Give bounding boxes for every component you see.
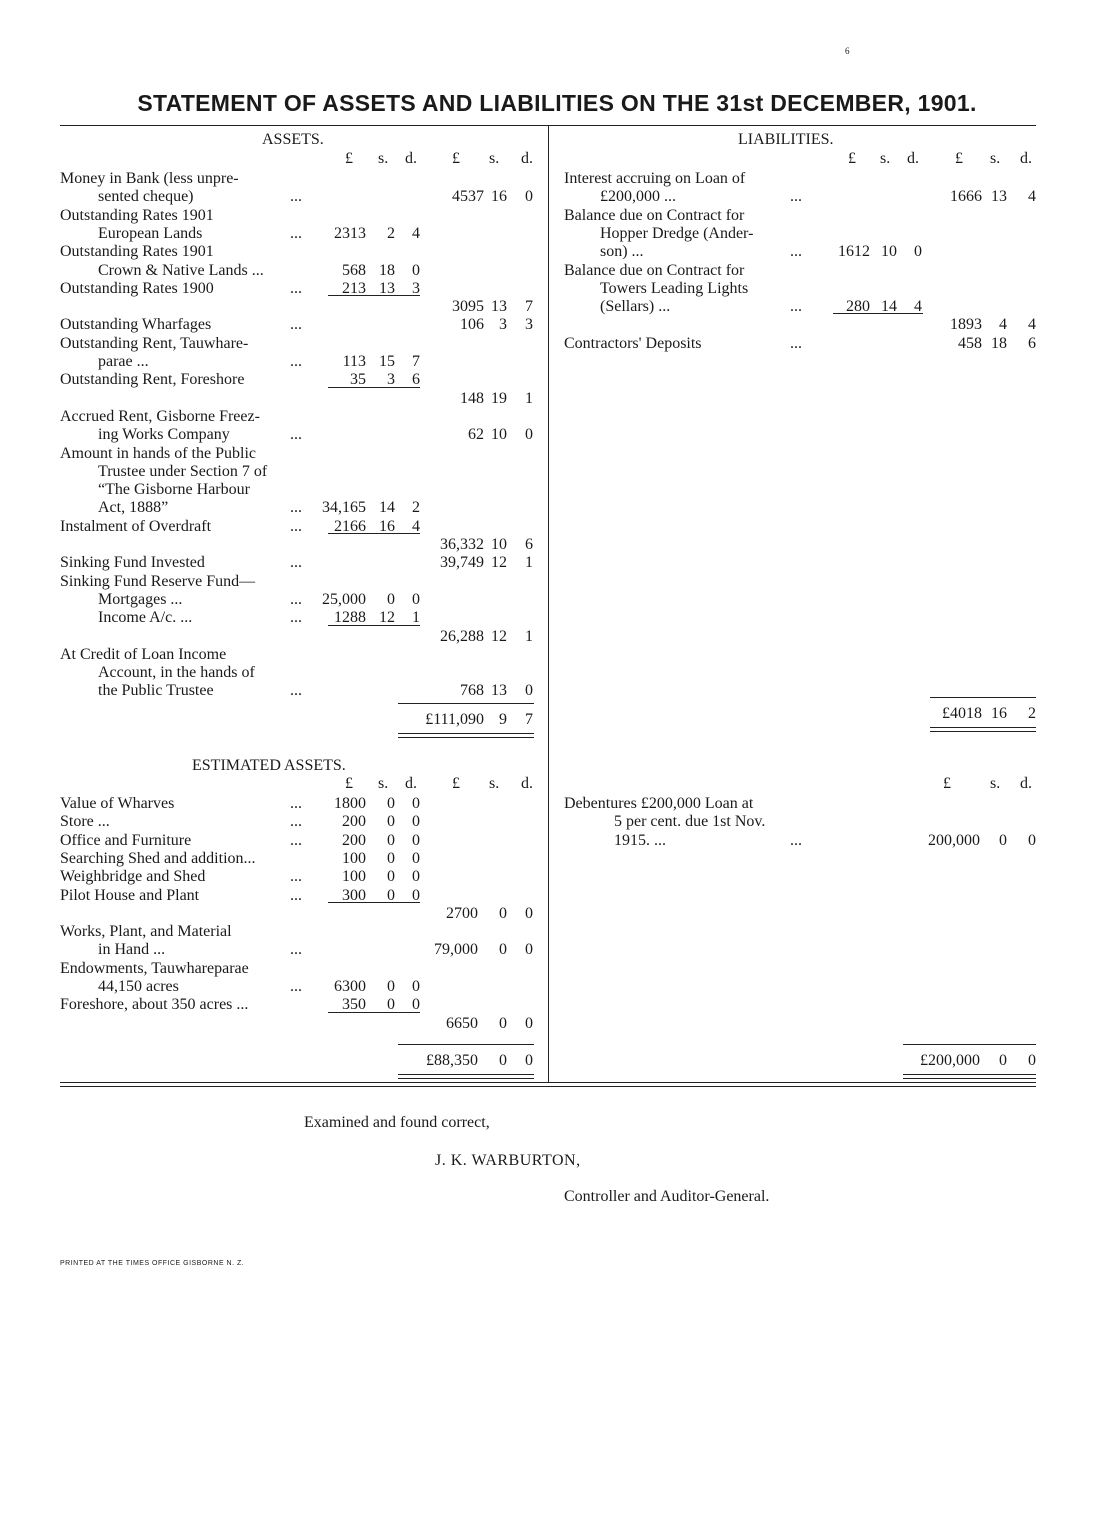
inner-amount: 300	[342, 886, 366, 904]
inner-amount: 0	[387, 813, 395, 831]
outer-amount: 39,749	[440, 554, 484, 572]
row-label: Foreshore, about 350 acres ...	[60, 996, 249, 1014]
row-label: Trustee under Section 7 of	[98, 462, 268, 480]
outer-amount: 6	[525, 536, 533, 553]
inner-amount: 4	[914, 298, 922, 316]
outer-amount: 1666	[950, 188, 982, 206]
row-label: Instalment of Overdraft	[60, 517, 212, 535]
inner-amount: 14	[881, 298, 897, 316]
outer-amount: 768	[460, 682, 484, 700]
inner-amount: 0	[387, 849, 395, 867]
outer-amount: 3	[499, 316, 507, 334]
inner-amount: 6300	[334, 978, 366, 995]
leader-dots: ...	[290, 609, 302, 627]
outer-amount: 0	[525, 941, 533, 959]
auditor-title: Controller and Auditor-General.	[564, 1188, 770, 1205]
inner-amount: 1288	[334, 609, 366, 627]
outer-amount: 3095	[452, 298, 484, 316]
leader-dots: ...	[790, 298, 802, 316]
bottom-rule	[60, 1082, 1036, 1087]
leader-dots: ...	[290, 426, 302, 444]
inner-amount: 7	[412, 353, 420, 370]
estimated-assets-heading: ESTIMATED ASSETS.	[192, 757, 346, 774]
total-amount: £111,090	[425, 711, 484, 728]
inner-amount: 10	[881, 243, 897, 261]
outer-amount: 0	[525, 1014, 533, 1032]
outer-amount: 1893	[950, 316, 982, 334]
total-rule-bottom	[903, 1074, 1036, 1079]
outer-amount: 0	[525, 904, 533, 922]
inner-amount: 2	[412, 499, 420, 517]
row-label: Balance due on Contract for	[564, 206, 745, 224]
outer-amount: 0	[525, 188, 533, 206]
inner-amount: 0	[412, 795, 420, 812]
leader-dots: ...	[290, 279, 302, 297]
row-label: Accrued Rent, Gisborne Freez-	[60, 407, 260, 425]
inner-amount: 18	[379, 261, 395, 279]
leader-dots: ...	[290, 224, 302, 242]
total-rule-top	[903, 1044, 1036, 1045]
column-header: s.	[880, 150, 891, 167]
inner-amount: 3	[412, 279, 420, 297]
inner-amount: 568	[342, 261, 366, 279]
inner-amount: 213	[342, 279, 366, 297]
total-amount: 2	[1028, 705, 1036, 722]
inner-amount: 35	[350, 371, 366, 389]
outer-amount: 7	[525, 298, 533, 316]
total-amount: 9	[499, 711, 507, 728]
row-label: Works, Plant, and Material	[60, 923, 232, 941]
leader-dots: ...	[290, 813, 302, 831]
leader-dots: ...	[790, 334, 802, 352]
total-amount: 16	[991, 705, 1007, 722]
outer-amount: 10	[491, 536, 507, 553]
inner-amount: 0	[387, 590, 395, 608]
leader-dots: ...	[290, 499, 302, 517]
outer-amount: 1	[525, 554, 533, 572]
leader-dots: ...	[290, 353, 302, 370]
inner-amount: 200	[342, 831, 366, 849]
row-label: Outstanding Rates 1900	[60, 279, 214, 297]
row-label: “The Gisborne Harbour	[98, 481, 250, 499]
column-header: £	[452, 775, 460, 792]
row-label: Income A/c. ...	[98, 609, 193, 627]
inner-amount: 2166	[334, 517, 366, 535]
outer-amount: 13	[491, 298, 507, 316]
row-label: Store ...	[60, 813, 110, 831]
inner-amount: 350	[342, 996, 366, 1014]
outer-amount: 19	[491, 389, 507, 407]
outer-amount: 0	[499, 904, 507, 922]
inner-amount: 0	[387, 996, 395, 1014]
total-amount: £4018	[942, 705, 982, 722]
row-label: Crown & Native Lands ...	[98, 261, 264, 279]
inner-amount: 0	[412, 261, 420, 279]
column-header: £	[452, 150, 460, 167]
outer-amount: 4	[999, 316, 1007, 334]
inner-amount: 0	[387, 978, 395, 995]
inner-amount: 0	[412, 996, 420, 1014]
leader-dots: ...	[290, 682, 302, 700]
leader-dots: ...	[290, 517, 302, 535]
leader-dots: ...	[290, 941, 302, 959]
subtotal-rule	[328, 533, 420, 534]
printer-imprint: PRINTED AT THE TIMES OFFICE GISBORNE N. Z.	[60, 1260, 245, 1267]
inner-amount: 2313	[334, 224, 366, 242]
subtotal-rule	[833, 313, 923, 314]
leader-dots: ...	[290, 188, 302, 206]
outer-amount: 12	[491, 627, 507, 645]
total-rule-bottom	[398, 733, 534, 738]
inner-amount: 16	[379, 517, 395, 535]
column-header: £	[345, 775, 353, 792]
outer-amount: 1	[525, 389, 533, 407]
inner-amount: 14	[379, 499, 395, 517]
subtotal-rule	[328, 625, 420, 626]
inner-amount: 0	[412, 886, 420, 904]
inner-amount: 0	[412, 849, 420, 867]
leader-dots: ...	[290, 590, 302, 608]
row-label: Weighbridge and Shed	[60, 868, 206, 886]
leader-dots: ...	[290, 886, 302, 904]
outer-amount: 16	[491, 188, 507, 206]
total-amount: £200,000	[920, 1052, 980, 1069]
inner-amount: 34,165	[322, 499, 366, 517]
outer-amount: 106	[460, 316, 484, 334]
column-header: s.	[489, 775, 500, 792]
row-label: Debentures £200,000 Loan at	[564, 795, 754, 812]
row-label: Contractors' Deposits	[564, 334, 702, 352]
total-amount: 0	[525, 1052, 533, 1069]
inner-amount: 1800	[334, 795, 366, 812]
center-divider	[548, 126, 549, 1082]
leader-dots: ...	[790, 831, 802, 849]
subtotal-rule	[328, 902, 420, 903]
row-label: Sinking Fund Reserve Fund—	[60, 572, 256, 590]
outer-amount: 0	[999, 831, 1007, 849]
inner-amount: 0	[412, 978, 420, 995]
outer-amount: 18	[991, 334, 1007, 352]
row-label: Outstanding Rates 1901	[60, 206, 214, 224]
subtotal-rule	[328, 295, 420, 296]
inner-amount: 12	[379, 609, 395, 627]
outer-amount: 200,000	[928, 831, 980, 849]
inner-amount: 0	[387, 795, 395, 812]
leader-dots: ...	[290, 868, 302, 886]
total-amount: 7	[525, 711, 533, 728]
inner-amount: 200	[342, 813, 366, 831]
column-header: s.	[990, 150, 1001, 167]
row-label: Balance due on Contract for	[564, 261, 745, 279]
column-header: d.	[405, 150, 417, 167]
outer-amount: 2700	[446, 904, 478, 922]
row-label: Outstanding Rent, Tauwhare-	[60, 334, 249, 352]
row-label: parae ...	[98, 353, 149, 370]
column-header: d.	[521, 775, 533, 792]
total-rule-bottom	[930, 727, 1036, 732]
column-header: d.	[1020, 150, 1032, 167]
row-label: in Hand ...	[98, 941, 166, 959]
total-amount: 0	[1028, 1052, 1036, 1069]
inner-amount: 0	[412, 831, 420, 849]
column-header: s.	[990, 775, 1001, 792]
outer-amount: 6650	[446, 1014, 478, 1032]
row-label: Interest accruing on Loan of	[564, 170, 746, 187]
outer-amount: 4	[1028, 316, 1036, 334]
outer-amount: 458	[958, 334, 982, 352]
total-amount: 0	[999, 1052, 1007, 1069]
row-label: son) ...	[600, 243, 644, 261]
leader-dots: ...	[290, 316, 302, 334]
outer-amount: 0	[1028, 831, 1036, 849]
outer-amount: 3	[525, 316, 533, 334]
examined-note: Examined and found correct,	[304, 1114, 490, 1131]
row-label: Endowments, Tauwhareparae	[60, 959, 249, 977]
inner-amount: 25,000	[322, 590, 366, 608]
row-label: Towers Leading Lights	[600, 279, 749, 297]
total-rule-top	[398, 1044, 534, 1045]
total-rule-bottom	[398, 1074, 534, 1079]
inner-amount: 3	[387, 371, 395, 389]
outer-amount: 10	[491, 426, 507, 444]
row-label: Amount in hands of the Public	[60, 444, 256, 462]
page-number: 6	[845, 46, 850, 56]
inner-amount: 2	[387, 224, 395, 242]
leader-dots: ...	[790, 243, 802, 261]
column-header: £	[848, 150, 856, 167]
row-label: £200,000 ...	[600, 188, 676, 206]
outer-amount: 0	[525, 426, 533, 444]
outer-amount: 12	[491, 554, 507, 572]
outer-amount: 36,332	[440, 536, 484, 553]
row-label: 5 per cent. due 1st Nov.	[614, 813, 766, 831]
column-header: s.	[378, 150, 389, 167]
row-label: Account, in the hands of	[98, 664, 255, 682]
outer-amount: 0	[499, 941, 507, 959]
outer-amount: 13	[991, 188, 1007, 206]
inner-amount: 280	[846, 298, 870, 316]
outer-amount: 4	[1028, 188, 1036, 206]
inner-amount: 4	[412, 517, 420, 535]
inner-amount: 100	[342, 868, 366, 886]
outer-amount: 1	[525, 627, 533, 645]
total-rule-top	[398, 703, 534, 704]
inner-amount: 0	[412, 590, 420, 608]
column-header: d.	[1020, 775, 1032, 792]
outer-amount: 79,000	[434, 941, 478, 959]
row-label: Hopper Dredge (Ander-	[600, 224, 754, 242]
row-label: 1915. ...	[614, 831, 666, 849]
row-label: At Credit of Loan Income	[60, 645, 227, 663]
row-label: Searching Shed and addition...	[60, 849, 256, 867]
column-header: s.	[489, 150, 500, 167]
total-rule-top	[930, 697, 1036, 698]
row-label: ing Works Company	[98, 426, 230, 444]
outer-amount: 148	[460, 389, 484, 407]
leader-dots: ...	[790, 188, 802, 206]
leader-dots: ...	[290, 795, 302, 812]
assets-heading: ASSETS.	[262, 131, 324, 148]
inner-amount: 0	[412, 868, 420, 886]
total-amount: £88,350	[426, 1052, 478, 1069]
outer-amount: 62	[468, 426, 484, 444]
total-amount: 0	[499, 1052, 507, 1069]
leader-dots: ...	[290, 554, 302, 572]
column-header: d.	[521, 150, 533, 167]
column-header: £	[955, 150, 963, 167]
inner-amount: 4	[412, 224, 420, 242]
inner-amount: 100	[342, 849, 366, 867]
inner-amount: 15	[379, 353, 395, 370]
inner-amount: 0	[387, 831, 395, 849]
leader-dots: ...	[290, 978, 302, 995]
leader-dots: ...	[290, 831, 302, 849]
auditor-name: J. K. WARBURTON,	[435, 1152, 581, 1169]
outer-amount: 6	[1028, 334, 1036, 352]
row-label: Act, 1888”	[98, 499, 169, 517]
column-header: d.	[907, 150, 919, 167]
inner-amount: 113	[342, 353, 366, 370]
inner-amount: 1612	[838, 243, 870, 261]
subtotal-rule	[328, 1012, 420, 1013]
inner-amount: 0	[387, 886, 395, 904]
row-label: Sinking Fund Invested	[60, 554, 205, 572]
row-label: sented cheque)	[98, 188, 194, 206]
row-label: the Public Trustee	[98, 682, 214, 700]
column-header: d.	[405, 775, 417, 792]
outer-amount: 26,288	[440, 627, 484, 645]
row-label: Pilot House and Plant	[60, 886, 200, 904]
outer-amount: 0	[525, 682, 533, 700]
row-label: Money in Bank (less unpre-	[60, 170, 239, 187]
liabilities-heading: LIABILITIES.	[738, 131, 834, 148]
outer-amount: 4537	[452, 188, 484, 206]
outer-amount: 0	[499, 1014, 507, 1032]
row-label: European Lands	[98, 224, 203, 242]
row-label: Outstanding Wharfages	[60, 316, 212, 334]
column-header: £	[345, 150, 353, 167]
row-label: Office and Furniture	[60, 831, 192, 849]
inner-amount: 1	[412, 609, 420, 627]
column-header: s.	[378, 775, 389, 792]
row-label: Mortgages ...	[98, 590, 183, 608]
row-label: Value of Wharves	[60, 795, 175, 812]
row-label: 44,150 acres	[98, 978, 179, 995]
inner-amount: 0	[387, 868, 395, 886]
inner-amount: 13	[379, 279, 395, 297]
row-label: (Sellars) ...	[600, 298, 671, 316]
row-label: Outstanding Rent, Foreshore	[60, 371, 245, 389]
inner-amount: 0	[412, 813, 420, 831]
page-title: STATEMENT OF ASSETS AND LIABILITIES ON THE 31st DECEMBER, 1901.	[137, 90, 977, 116]
inner-amount: 6	[412, 371, 420, 389]
outer-amount: 13	[491, 682, 507, 700]
row-label: Outstanding Rates 1901	[60, 243, 214, 261]
subtotal-rule	[328, 387, 420, 388]
column-header: £	[943, 775, 951, 792]
inner-amount: 0	[914, 243, 922, 261]
